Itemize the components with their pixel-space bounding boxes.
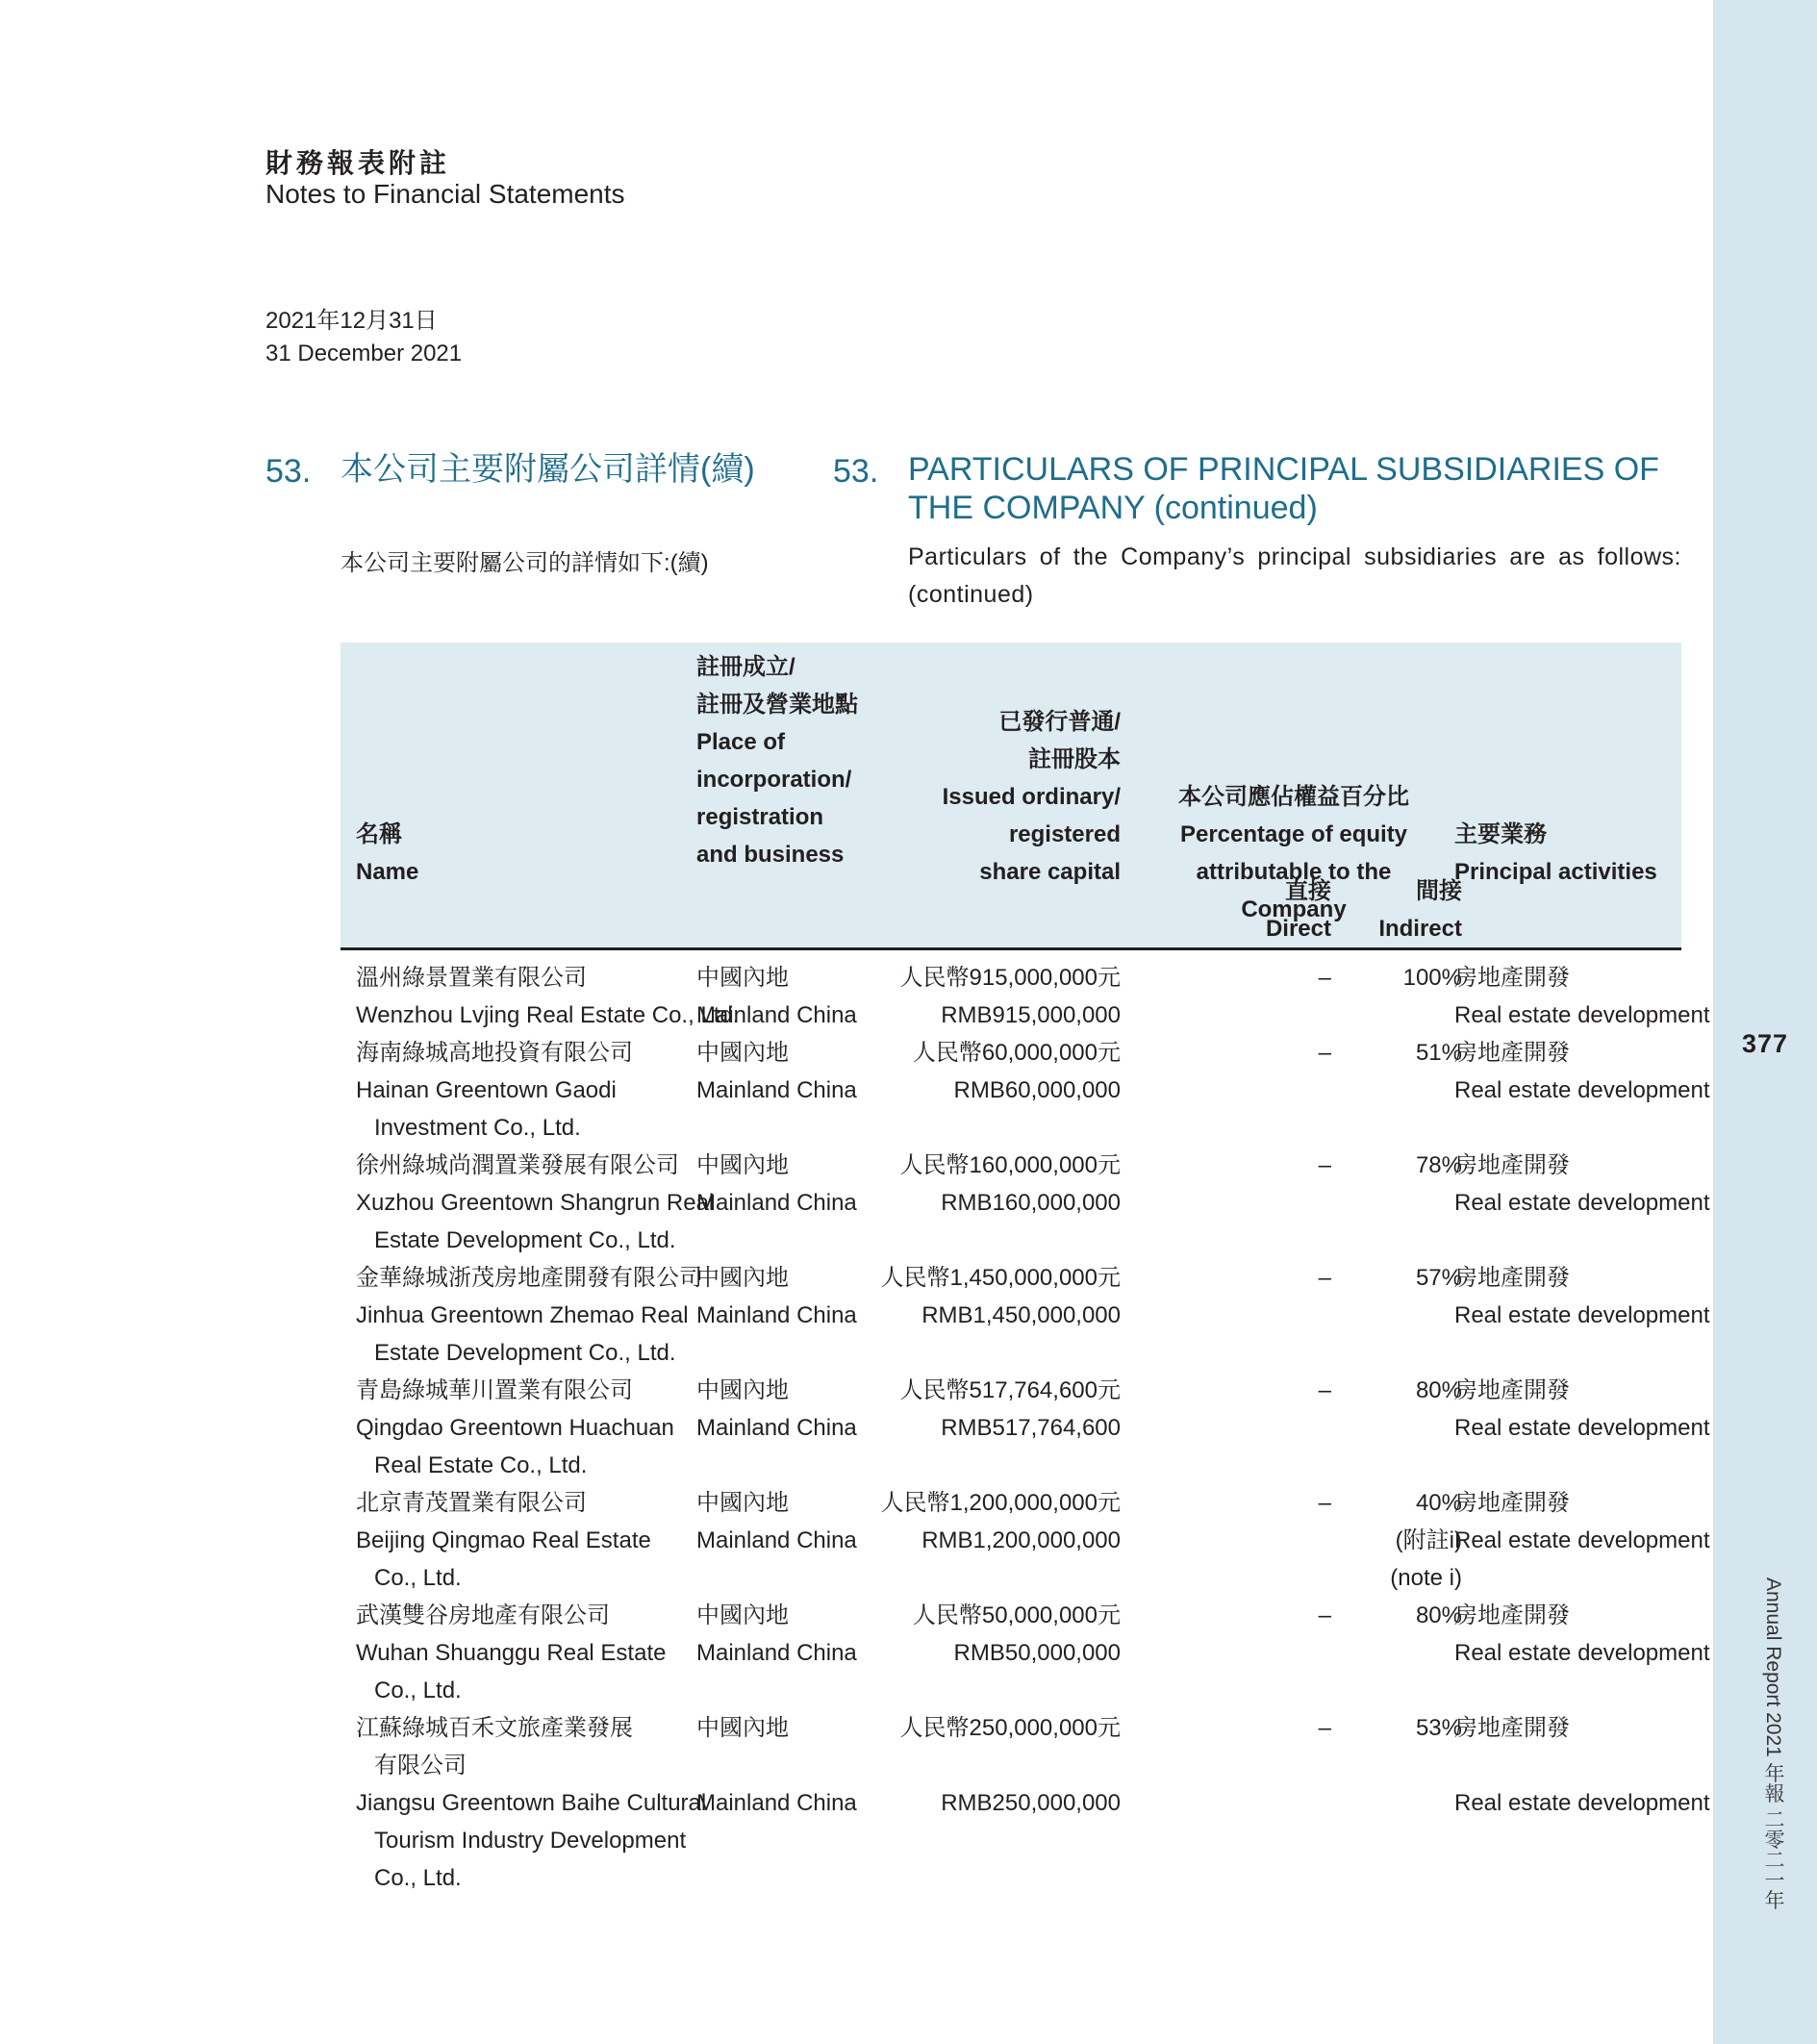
principal-activity: 房地產開發 Real estate development — [1454, 1265, 1710, 1328]
place-of-incorporation: 中國內地 Mainland China — [696, 1490, 857, 1553]
principal-activity: 房地產開發 Real estate development — [1454, 1490, 1710, 1553]
share-capital: 人民幣915,000,000元 RMB915,000,000 — [899, 965, 1121, 1028]
direct-percentage: – — [1318, 1490, 1331, 1516]
table-row — [341, 1709, 1710, 1897]
share-capital: 人民幣50,000,000元 RMB50,000,000 — [912, 1602, 1121, 1666]
subsidiary-name: 金華綠城浙茂房地產開發有限公司 Jinhua Greentown Zhemao Real Estate Development Co., Ltd. — [356, 1265, 702, 1366]
indirect-percentage: 78% — [1415, 1152, 1462, 1178]
direct-percentage: – — [1318, 965, 1331, 991]
direct-percentage: – — [1318, 1715, 1331, 1741]
header-direct: 直接 Direct — [1265, 878, 1331, 942]
date-en: 31 December 2021 — [265, 341, 463, 366]
subsidiary-name: 海南綠城高地投資有限公司 Hainan Greentown Gaodi Investment Co., Ltd. — [356, 1040, 633, 1141]
subsidiary-name: 北京青茂置業有限公司 Beijing Qingmao Real Estate Co., Ltd. — [356, 1490, 651, 1591]
header-place: 註冊成立/ 註冊及營業地點 Place of incorporation/ registration and business — [696, 654, 858, 868]
share-capital: 人民幣250,000,000元 RMB250,000,000 — [899, 1715, 1121, 1816]
principal-activity: 房地產開發 Real estate development — [1454, 965, 1710, 1028]
section-title-en: PARTICULARS OF PRINCIPAL SUBSIDIARIES OF THE COMPANY (continued) — [908, 451, 1659, 526]
note-reference-en: (note i) — [1390, 1565, 1462, 1591]
header-principal-activities: 主要業務 Principal activities — [1454, 821, 1657, 885]
principal-activity: 房地產開發 Real estate development — [1454, 1715, 1710, 1816]
place-of-incorporation: 中國內地 Mainland China — [696, 1265, 857, 1328]
indirect-percentage: 100% — [1402, 965, 1462, 991]
place-of-incorporation: 中國內地 Mainland China — [696, 965, 857, 1028]
share-capital: 人民幣60,000,000元 RMB60,000,000 — [912, 1040, 1121, 1103]
direct-percentage: – — [1318, 1377, 1331, 1403]
subsidiary-name: 江蘇綠城百禾文旅產業發展 有限公司 Jiangsu Greentown Baihe Cultural Tourism Industry Development Co., Ltd. — [356, 1715, 707, 1891]
indirect-percentage: 53% — [1415, 1715, 1462, 1741]
table-header — [341, 643, 1681, 950]
indirect-percentage: 51% — [1415, 1040, 1462, 1066]
place-of-incorporation: 中國內地 Mainland China — [696, 1602, 857, 1666]
share-capital: 人民幣1,200,000,000元 RMB1,200,000,000 — [880, 1490, 1121, 1553]
subsidiary-name: 溫州綠景置業有限公司 Wenzhou Lvjing Real Estate Co., Ltd. — [356, 965, 740, 1028]
table-row — [341, 1034, 1710, 1147]
place-of-incorporation: 中國內地 Mainland China — [696, 1377, 857, 1441]
subsidiary-name: 武漢雙谷房地產有限公司 Wuhan Shuanggu Real Estate Co., Ltd. — [356, 1602, 667, 1703]
header-name: 名稱 Name — [356, 821, 419, 885]
principal-activity: 房地產開發 Real estate development — [1454, 1040, 1710, 1103]
page-number: 377 — [1741, 1029, 1789, 1058]
header-share-capital: 已發行普通/ 註冊股本 Issued ordinary/ registered share capital — [942, 709, 1121, 885]
intro-text-zh: 本公司主要附屬公司的詳情如下:(續) — [341, 550, 709, 576]
place-of-incorporation: 中國內地 Mainland China — [696, 1715, 857, 1816]
subsidiaries-table — [341, 643, 1710, 1897]
page-header-zh: 財務報表附註 — [265, 147, 451, 179]
table-row — [341, 1484, 1710, 1597]
principal-activity: 房地產開發 Real estate development — [1454, 1602, 1710, 1666]
header-indirect: 間接 Indirect — [1378, 878, 1462, 942]
principal-activity: 房地產開發 Real estate development — [1454, 1152, 1710, 1216]
table-row — [341, 1372, 1710, 1484]
indirect-percentage: 80% — [1415, 1377, 1462, 1403]
share-capital: 人民幣1,450,000,000元 RMB1,450,000,000 — [880, 1265, 1121, 1328]
indirect-percentage: 57% — [1415, 1265, 1462, 1291]
subsidiary-name: 青島綠城華川置業有限公司 Qingdao Greentown Huachuan Real Estate Co., Ltd. — [356, 1377, 674, 1478]
section-number-zh: 53. — [265, 453, 312, 490]
section-title-zh: 本公司主要附屬公司詳情(續) — [341, 451, 755, 488]
table-body — [341, 950, 1710, 1897]
direct-percentage: – — [1318, 1265, 1331, 1291]
principal-activity: 房地產開發 Real estate development — [1454, 1377, 1710, 1441]
table-row — [341, 1259, 1710, 1372]
share-capital: 人民幣160,000,000元 RMB160,000,000 — [899, 1152, 1121, 1216]
direct-percentage: – — [1318, 1602, 1331, 1628]
indirect-percentage: 40% (附註i) (note i) — [1341, 1484, 1462, 1597]
page-header-en: Notes to Financial Statements — [265, 179, 625, 209]
share-capital: 人民幣517,764,600元 RMB517,764,600 — [899, 1377, 1121, 1441]
subsidiary-name: 徐州綠城尚潤置業發展有限公司 Xuzhou Greentown Shangrun Real Estate Development Co., Ltd. — [356, 1152, 715, 1253]
direct-percentage: – — [1318, 1152, 1331, 1178]
place-of-incorporation: 中國內地 Mainland China — [696, 1152, 857, 1216]
indirect-percentage: 80% — [1415, 1602, 1462, 1628]
table-row — [341, 1147, 1710, 1259]
date-zh: 2021年12月31日 — [265, 308, 438, 334]
table-row — [341, 959, 1710, 1034]
direct-percentage: – — [1318, 1040, 1331, 1066]
note-reference-zh: (附註i) — [1395, 1527, 1462, 1553]
intro-text-en: Particulars of the Company’s principal subsidiaries are as follows: (continued) — [908, 543, 1681, 608]
report-side-label: Annual Report 2021 年報 二零二一年 — [1762, 1577, 1784, 1910]
header-equity-percentage: 本公司應佔權益百分比 Percentage of equity attributable to the Company — [1178, 784, 1409, 922]
section-number-en: 53. — [833, 453, 879, 490]
table-row — [341, 1597, 1710, 1709]
place-of-incorporation: 中國內地 Mainland China — [696, 1040, 857, 1103]
